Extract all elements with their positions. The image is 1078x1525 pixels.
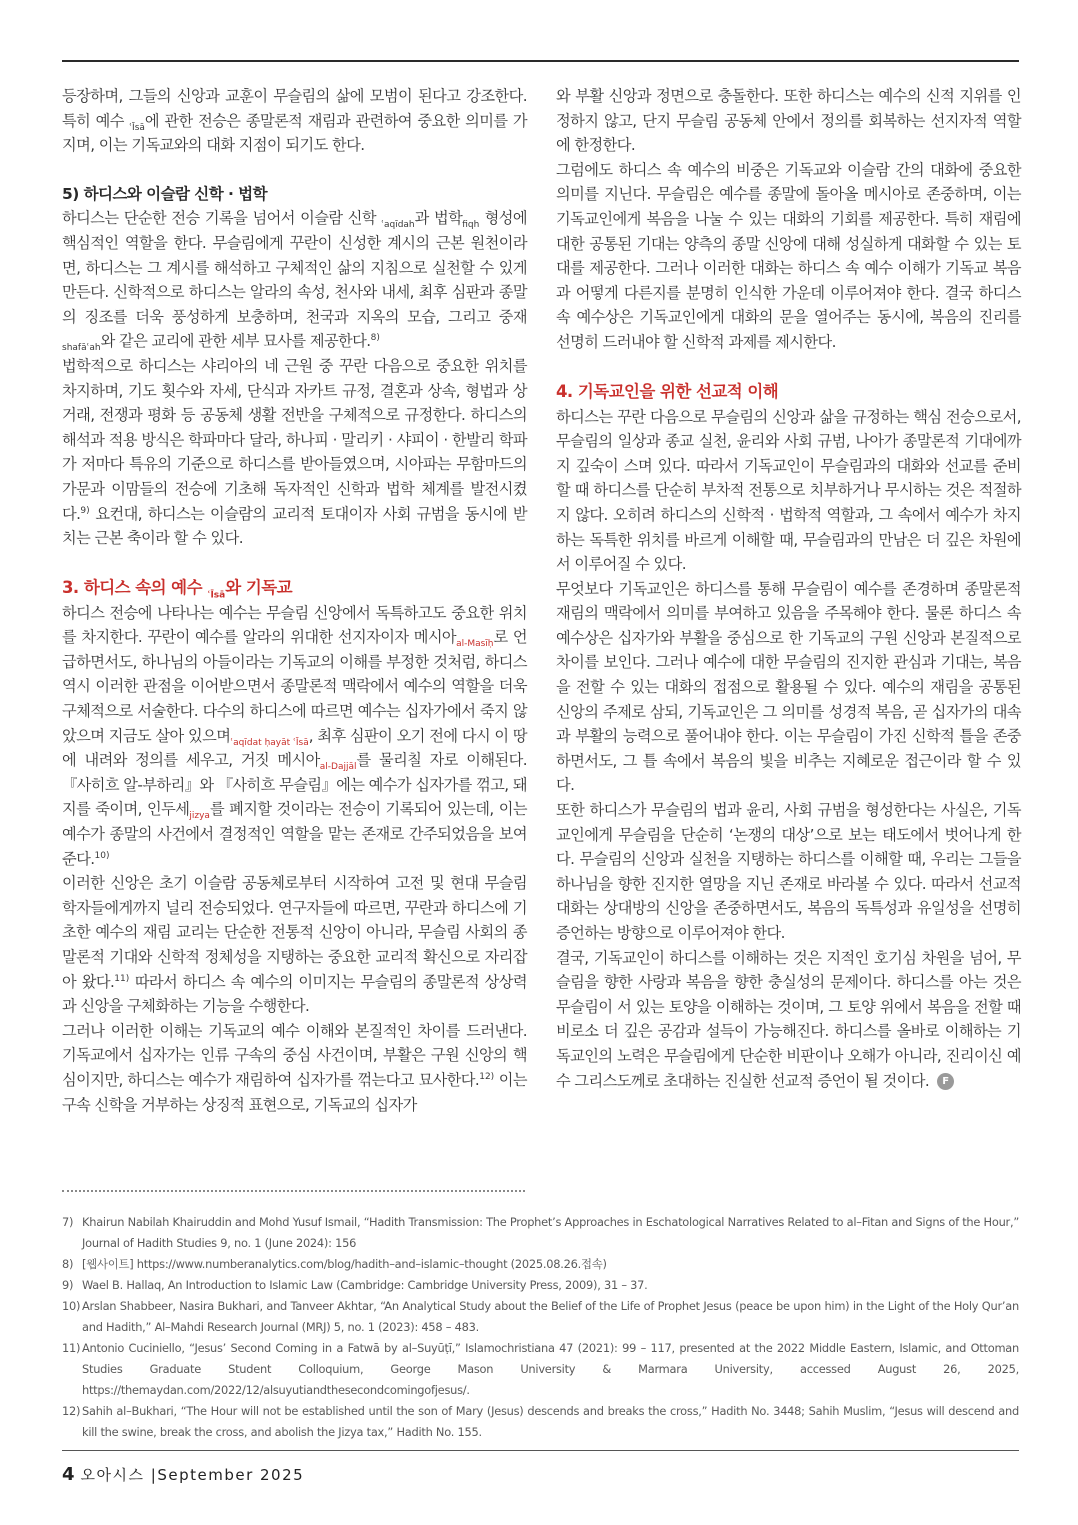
footnote-ref: 8) bbox=[370, 333, 380, 344]
section-heading-3: 3. 하디스 속의 예수 $_{ʿĪsā}$와 기독교 bbox=[62, 577, 292, 600]
paragraph: 그럼에도 하디스 속 예수의 비중은 기독교와 이슬람 간의 대화에 중요한 의미를 지닌다. 무슬림은 예수를 종말에 돌아올 메시아로 존중하며, 이는 기독교인에게 복음을 나눌 수 있는 대화의 기회를 제공한다. 특히 재림에 대한 공통된 기대는 양측의 종말 신앙에 대해 성실하게 대화할 수 있는 토대를 제공한다. 그러나 이러한 대화는 하디스 속 예수 이해가 기독교 복음과 어떻게 다른지를 분명히 인식한 가운데 이루어져야 한다. 결국 하디스 속 예수상은 기독교인에게 대화의 문을 열어주는 동시에, 복음의 진리를 선명히 드러내야 할 신학적 과제를 제시한다. bbox=[556, 160, 1021, 351]
page-footer bbox=[62, 1464, 304, 1485]
footnote: 12) Sahih al–Bukhari, “The Hour will not be established until the son of Mary (Jesus) descends and breaks the cross,” Hadith No. 3448; Sahih Muslim, “Jesus will descend and kill the swine, break the cross, and abolish the Jizya tax,” Hadith No. 155. bbox=[62, 1404, 1019, 1439]
paragraph: 결국, 기독교인이 하디스를 이해하는 것은 지적인 호기심 차원을 넘어, 무슬림을 향한 사랑과 복음을 향한 충실성의 문제이다. 하디스를 아는 것은 무슬림이 서 있는 토양을 이해하는 것이며, 그 토양 위에서 복음을 전할 때 비로소 더 깊은 공감과 설득이 가능해진다. 하디스를 올바로 이해하는 기독교인의 노력은 무슬림에게 단순한 비판이나 오해가 아니라, 진리이신 예수 그리스도께로 초대하는 진실한 선교적 증언이 될 것이다. F bbox=[556, 948, 1021, 1090]
footnote-ref: 12) bbox=[479, 1071, 495, 1082]
subsection-heading: 5) 하디스와 이슬람 신학 · 법학 bbox=[62, 184, 267, 203]
paragraph: 또한 하디스가 무슬림의 법과 윤리, 사회 규범을 형성한다는 사실은, 기독교인에게 무슬림을 단순히 ‘논쟁의 대상’으로 보는 태도에서 벗어나게 한다. 무슬림의 신앙과 실천을 지탱하는 하디스를 이해할 때, 우리는 그들을 하나님을 향한 진지한 열망을 지닌 존재로 바라볼 수 있다. 따라서 선교적 대화는 상대방의 신앙을 존중하면서도, 복음의 독특성과 유일성을 선명히 증언하는 방향으로 이루어져야 한다. bbox=[556, 801, 1021, 942]
paragraph: 하디스는 단순한 전승 기록을 넘어서 이슬람 신학 $_{ʿaqīdah}$과 법학$_{fiqh}$ 형성에 핵심적인 역할을 한다. 무슬림에게 꾸란이 신성한 계시의 근본 원천이라면, 하디스는 그 계시를 해석하고 구체적인 삶의 지침으로 실천할 수 있게 만든다. 신학적으로 하디스는 알라의 속성, 천사와 내세, 최후 심판과 종말의 징조를 더욱 풍성하게 보충하며, 천국과 지옥의 모습, 그리고 중재$_{shafāʿah}$와 같은 교리에 관한 세부 묘사를 제공한다.$^{8)}$ bbox=[62, 209, 527, 354]
footnote-ref: 9) bbox=[80, 505, 90, 516]
paragraph: 법학적으로 하디스는 샤리아의 네 근원 중 꾸란 다음으로 중요한 위치를 차지하며, 기도 횟수와 자세, 단식과 자카트 규정, 결혼과 상속, 형법과 상거래, 전쟁과 평화 등 공동체 생활 전반을 구체적으로 규정한다. 하디스의 해석과 적용 방식은 학파마다 달라, 하나피 · 말리키 · 샤피이 · 한발리 학파가 저마다 특유의 기준으로 하디스를 받아들였으며, 시아파는 무함마드의 가문과 이맘들의 전승에 기초해 독자적인 신학과 법학 체계를 발전시켰다.$^{9)}$ 요컨대, 하디스는 이슬람의 교리적 토대이자 사회 규범을 동시에 받치는 근본 축이라 할 수 있다. bbox=[62, 356, 527, 548]
footnote-ref: 10) bbox=[94, 850, 110, 861]
end-mark-icon: F bbox=[937, 1073, 954, 1090]
footnotes bbox=[62, 1212, 1019, 1443]
footnote: 9) Wael B. Hallaq, An Introduction to Islamic Law (Cambridge: Cambridge University Press, 2009), 31 – 37. bbox=[62, 1278, 648, 1292]
paragraph: 하디스는 꾸란 다음으로 무슬림의 신앙과 삶을 규정하는 핵심 전승으로서, 무슬림의 일상과 종교 실천, 윤리와 사회 규범, 나아가 종말론적 기대에까지 깊숙이 스며 있다. 따라서 기독교인이 무슬림과의 대화와 선교를 준비할 때 하디스를 단순히 부차적 전통으로 치부하거나 무시하는 것은 적절하지 않다. 오히려 하디스의 신학적 · 법학적 역할과, 그 속에서 예수가 차지하는 독특한 위치를 바르게 이해할 때, 무슬림과의 만남은 더 깊은 차원에서 이루어질 수 있다. bbox=[556, 407, 1021, 574]
paragraph: 와 부활 신앙과 정면으로 충돌한다. 또한 하디스는 예수의 신적 지위를 인정하지 않고, 단지 무슬림 공동체 안에서 정의를 회복하는 선지자적 역할에 한정한다. bbox=[556, 87, 1021, 155]
section-heading-4: 4. 기독교인을 위한 선교적 이해 bbox=[556, 381, 779, 401]
page-number: 4 bbox=[62, 1464, 75, 1485]
paragraph: 무엇보다 기독교인은 하디스를 통해 무슬림이 예수를 존경하며 종말론적 재림의 맥락에서 의미를 부여하고 있음을 주목해야 한다. 물론 하디스 속 예수상은 십자가와 부활을 중심으로 한 기독교의 구원 신앙과 본질적으로 차이를 보인다. 그러나 예수에 대한 무슬림의 진지한 관심과 기대는, 복음을 전할 수 있는 대화의 접점으로 활용될 수 있다. 예수의 재림을 공통된 신앙의 주제로 삼되, 기독교인은 그 의미를 성경적 복음, 곧 십자가의 대속과 부활의 능력으로 풀어내야 한다. 이는 무슬림이 가진 신학적 틀을 존중하면서도, 그 틀 속에서 복음의 빛을 비추는 지혜로운 접근이라 할 수 있다. bbox=[556, 579, 1021, 795]
issue-date: |September 2025 bbox=[150, 1466, 305, 1484]
right-column bbox=[556, 84, 1021, 1093]
bottom-rule bbox=[62, 1450, 1019, 1451]
footnote-divider bbox=[62, 1190, 525, 1192]
magazine-name: 오아시스 bbox=[80, 1466, 151, 1484]
footnote: 10) Arslan Shabbeer, Nasira Bukhari, and Tanveer Akhtar, “An Analytical Study about the Belief of the Life of Prophet Jesus (peace be upon him) in the Light of the Holy Qur’an and Hadith,” Al–Mahdi Research Journal (MRJ) 5, no. 1 (2023): 458 – 483. bbox=[62, 1299, 1019, 1334]
top-rule bbox=[62, 60, 1019, 62]
footnote-ref: 11) bbox=[114, 973, 130, 984]
footnote: 8) [웹사이트] https://www.numberanalytics.com/blog/hadith–and–islamic–thought (2025.08.26.접속) bbox=[62, 1257, 607, 1271]
footnote: 11) Antonio Cuciniello, “Jesus’ Second Coming in a Fatwā by al–Suyūṭī,” Islamochristiana 47 (2021): 99 – 117, presented at the 2022 Middle Eastern, Islamic, and Ottoman Studies Graduate Student Colloquium, George Mason University & Marmara University, accessed August 26, 2025, https://themaydan.com/2022/12/alsuyutiandthesecondcomingofjesus/. bbox=[62, 1341, 1019, 1397]
paragraph: 등장하며, 그들의 신앙과 교훈이 무슬림의 삶에 모범이 된다고 강조한다. 특히 예수 $_{ʿĪsā}$에 관한 전승은 종말론적 재림과 관련하여 중요한 의미를 가지며, 이는 기독교와의 대화 지점이 되기도 한다. bbox=[62, 87, 527, 155]
paragraph: 그러나 이러한 이해는 기독교의 예수 이해와 본질적인 차이를 드러낸다. 기독교에서 십자가는 인류 구속의 중심 사건이며, 부활은 구원 신앙의 핵심이지만, 하디스는 예수가 재림하여 십자가를 꺾는다고 묘사한다.$^{12)}$ 이는 구속 신학을 거부하는 상징적 표현으로, 기독교의 십자가 bbox=[62, 1021, 527, 1114]
footnote: 7) Khairun Nabilah Khairuddin and Mohd Yusuf Ismail, “Hadith Transmission: The Prophet’s Approaches in Eschatological Narratives Related to al–Fitan and Signs of the Hour,” Journal of Hadith Studies 9, no. 1 (June 2024): 156 bbox=[62, 1215, 1019, 1250]
left-column bbox=[62, 84, 527, 1117]
paragraph: 하디스 전승에 나타나는 예수는 무슬림 신앙에서 독특하고도 중요한 위치를 차지한다. 꾸란이 예수를 알라의 위대한 선지자이자 메시아$_{al-Masīḥ}$로 언급하면서도, 하나님의 아들이라는 기독교의 이해를 부정한 것처럼, 하디스 역시 이러한 관점을 이어받으면서 종말론적 맥락에서 예수의 역할을 더욱 구체적으로 서술한다. 다수의 하디스에 따르면 예수는 십자가에서 죽지 않았으며 지금도 살아 있으며$_{ʿaqīdat ḥayāt ʿĪsā}$, 최후 심판이 오기 전에 다시 이 땅에 내려와 정의를 세우고, 거짓 메시아$_{al-Dajjāl}$를 물리칠 자로 이해된다. 『사히흐 알-부하리』와 『사히흐 무슬림』에는 예수가 십자가를 꺾고, 돼지를 죽이며, 인두세$_{jizya}$를 폐지할 것이라는 전승이 기록되어 있는데, 이는 예수가 종말의 사건에서 결정적인 역할을 맡는 존재로 간주되었음을 보여준다.$^{10)}$ bbox=[62, 603, 528, 868]
paragraph: 이러한 신앙은 초기 이슬람 공동체로부터 시작하여 고전 및 현대 무슬림 학자들에게까지 널리 전승되었다. 연구자들에 따르면, 꾸란과 하디스에 기초한 예수의 재림 교리는 단순한 전통적 신앙이 아니라, 무슬림 사회의 종말론적 기대와 신학적 정체성을 지탱하는 중요한 교리적 확신으로 자리잡아 왔다.$^{11)}$ 따라서 하디스 속 예수의 이미지는 무슬림의 종말론적 상상력과 신앙을 구체화하는 기능을 수행한다. bbox=[62, 874, 528, 1016]
